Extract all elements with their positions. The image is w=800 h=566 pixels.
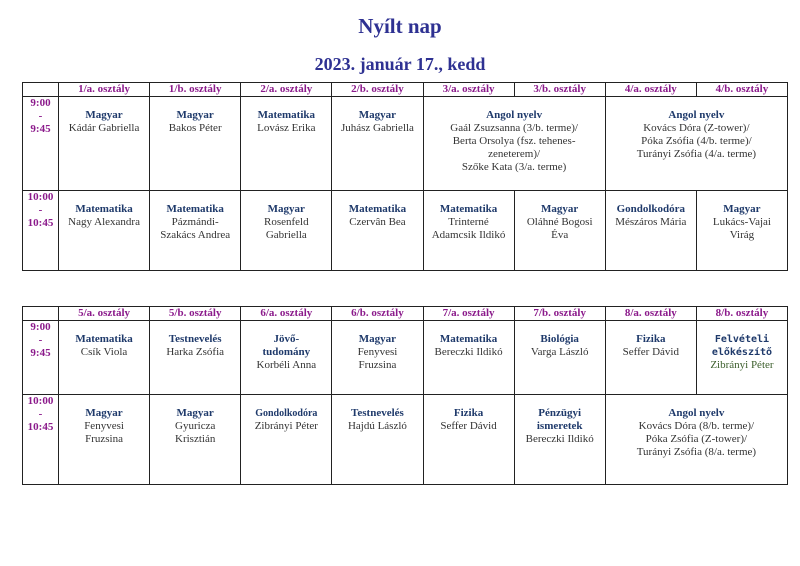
teacher-name: Fenyvesi bbox=[357, 346, 398, 358]
teacher-name: Harka Zsófia bbox=[166, 346, 225, 358]
lesson-cell bbox=[332, 97, 423, 191]
lesson-cell bbox=[605, 321, 696, 395]
time-start: 9:00 bbox=[30, 321, 51, 333]
teacher-name: Adamcsik Ildikó bbox=[431, 229, 506, 241]
header-row bbox=[23, 83, 788, 97]
lesson-cell bbox=[332, 321, 423, 395]
class-header: 7/a. osztály bbox=[423, 307, 514, 321]
class-header: 1/a. osztály bbox=[59, 83, 150, 97]
time-start: 9:00 bbox=[30, 97, 51, 109]
subject-label: Magyar bbox=[358, 333, 397, 345]
page-title: Nyílt nap bbox=[358, 14, 442, 38]
teacher-name: Varga László bbox=[530, 346, 589, 358]
lesson-cell bbox=[423, 395, 514, 485]
teacher-name: Pázmándi- bbox=[171, 216, 219, 228]
class-header: 7/b. osztály bbox=[514, 307, 605, 321]
teacher-name: Turányi Zsófia (8/a. terme) bbox=[636, 446, 757, 458]
lesson-cell bbox=[59, 97, 150, 191]
teacher-name: Czervân Bea bbox=[349, 216, 406, 228]
teacher-name: Zibrányi Péter bbox=[254, 420, 318, 432]
subject-label: Fizika bbox=[453, 407, 484, 419]
class-header: 6/a. osztály bbox=[241, 307, 332, 321]
teacher-name: Hajdú László bbox=[347, 420, 407, 432]
class-header: 4/a. osztály bbox=[605, 83, 696, 97]
lesson-cell bbox=[696, 321, 787, 395]
schedule-table-upper-grades bbox=[22, 306, 788, 485]
time-cell bbox=[23, 191, 59, 271]
class-header: 2/a. osztály bbox=[241, 83, 332, 97]
subject-label: Magyar bbox=[267, 203, 305, 215]
subject-label: Magyar bbox=[85, 407, 123, 419]
subject-label: Matematika bbox=[75, 333, 133, 345]
class-header: 6/b. osztály bbox=[332, 307, 423, 321]
date-subtitle: 2023. január 17., kedd bbox=[314, 54, 486, 74]
teacher-name: Seffer Dávid bbox=[622, 346, 679, 358]
time-cell bbox=[23, 395, 59, 485]
corner-cell bbox=[23, 307, 59, 321]
teacher-name: Bereczki Ildikó bbox=[434, 346, 503, 358]
time-end: 10:45 bbox=[27, 217, 54, 229]
teacher-name: Kovács Dóra (Z-tower)/ bbox=[643, 122, 750, 134]
lesson-cell bbox=[241, 191, 332, 271]
class-header: 1/b. osztály bbox=[150, 83, 241, 97]
subject-label: Gondolkodóra bbox=[616, 203, 686, 215]
teacher-name: Kádár Gabriella bbox=[68, 122, 140, 134]
teacher-name: Rosenfeld bbox=[264, 216, 309, 228]
lesson-cell bbox=[59, 321, 150, 395]
teacher-name: Gabriella bbox=[265, 229, 307, 241]
lesson-cell bbox=[423, 97, 605, 191]
lesson-cell bbox=[605, 191, 696, 271]
lesson-cell bbox=[150, 191, 241, 271]
class-header: 8/a. osztály bbox=[605, 307, 696, 321]
teacher-name: Szőke Kata (3/a. terme) bbox=[461, 161, 567, 173]
class-header: 8/b. osztály bbox=[696, 307, 787, 321]
lesson-cell bbox=[150, 97, 241, 191]
teacher-name: Juhász Gabriella bbox=[340, 122, 414, 134]
lesson-cell bbox=[514, 395, 605, 485]
lesson-cell bbox=[423, 191, 514, 271]
time-dash: - bbox=[38, 408, 43, 420]
lesson-cell bbox=[332, 191, 423, 271]
teacher-name: Lovász Erika bbox=[257, 122, 316, 134]
lesson-cell bbox=[514, 321, 605, 395]
corner-cell bbox=[23, 83, 59, 97]
teacher-name: Bakos Péter bbox=[168, 122, 222, 134]
period-row bbox=[23, 395, 788, 485]
class-header: 3/a. osztály bbox=[423, 83, 514, 97]
teacher-name: Trinterné bbox=[448, 216, 489, 228]
lesson-cell bbox=[605, 395, 787, 485]
subject-label: Jövő- tudomány bbox=[262, 333, 311, 358]
subject-label: Magyar bbox=[176, 407, 214, 419]
subject-label: Angol nyelv bbox=[668, 407, 725, 419]
subject-label: Matematika bbox=[348, 203, 407, 215]
teacher-name: Szakács Andrea bbox=[160, 229, 231, 241]
time-start: 10:00 bbox=[27, 395, 54, 407]
lesson-cell bbox=[605, 97, 787, 191]
teacher-name: Berta Orsolya (fsz. tehenes- bbox=[452, 135, 576, 147]
lesson-cell bbox=[150, 395, 241, 485]
subject-label: Matematika bbox=[257, 109, 316, 121]
teacher-name: Korbéli Anna bbox=[256, 359, 317, 371]
class-header: 5/b. osztály bbox=[150, 307, 241, 321]
subject-label: Testnevelés bbox=[168, 333, 222, 345]
subject-label: Felvételi előkészítő bbox=[711, 334, 773, 358]
time-dash: - bbox=[38, 110, 43, 122]
subject-label: Magyar bbox=[723, 203, 761, 215]
class-header: 5/a. osztály bbox=[59, 307, 150, 321]
time-end: 9:45 bbox=[30, 347, 51, 359]
teacher-name: Fenyvesi bbox=[84, 420, 124, 432]
subject-label: Matematika bbox=[439, 333, 498, 345]
lesson-cell bbox=[696, 191, 787, 271]
time-cell bbox=[23, 321, 59, 395]
lesson-cell bbox=[241, 97, 332, 191]
teacher-name: Éva bbox=[551, 229, 569, 241]
subject-label: Fizika bbox=[636, 333, 666, 345]
teacher-name: Zibrányi Péter bbox=[710, 359, 774, 371]
teacher-name: Bereczki Ildikó bbox=[525, 433, 594, 445]
class-header: 4/b. osztály bbox=[696, 83, 787, 97]
teacher-name: Virág bbox=[729, 229, 755, 241]
time-dash: - bbox=[38, 204, 43, 216]
subject-label: Angol nyelv bbox=[486, 109, 543, 121]
subject-label: Testnevelés bbox=[351, 407, 404, 419]
teacher-name: zeneterem)/ bbox=[488, 148, 541, 160]
subject-label: Magyar bbox=[85, 109, 123, 121]
subject-label: Matematika bbox=[166, 203, 224, 215]
teacher-name: Gaál Zsuzsanna (3/b. terme)/ bbox=[450, 122, 578, 134]
time-dash: - bbox=[38, 334, 43, 346]
subject-label: Magyar bbox=[358, 109, 397, 121]
teacher-name: Seffer Dávid bbox=[440, 420, 497, 432]
teacher-name: Nagy Alexandra bbox=[68, 216, 140, 228]
class-header: 2/b. osztály bbox=[332, 83, 423, 97]
subject-label: Magyar bbox=[176, 109, 214, 121]
period-row bbox=[23, 97, 788, 191]
schedule-table-lower-grades bbox=[22, 82, 788, 271]
subject-label: Matematika bbox=[439, 203, 498, 215]
subject-label: Angol nyelv bbox=[668, 109, 725, 121]
lesson-cell bbox=[241, 321, 332, 395]
subject-label: Biológia bbox=[540, 333, 579, 345]
subject-label: Gondolkodóra bbox=[255, 408, 318, 419]
teacher-name: Póka Zsófia (4/b. terme)/ bbox=[641, 135, 752, 147]
subject-label: Matematika bbox=[75, 203, 133, 215]
teacher-name: Kovács Dóra (8/b. terme)/ bbox=[638, 420, 755, 432]
lesson-cell bbox=[423, 321, 514, 395]
lesson-cell bbox=[59, 191, 150, 271]
lesson-cell bbox=[59, 395, 150, 485]
time-cell bbox=[23, 97, 59, 191]
teacher-name: Póka Zsófia (Z-tower)/ bbox=[645, 433, 748, 445]
teacher-name: Turányi Zsófia (4/a. terme) bbox=[636, 148, 757, 160]
subject-label: Magyar bbox=[541, 203, 579, 215]
teacher-name: Fruzsina bbox=[358, 359, 397, 371]
period-row bbox=[23, 191, 788, 271]
teacher-name: Csík Viola bbox=[80, 346, 128, 358]
teacher-name: Oláhné Bogosi bbox=[526, 216, 593, 228]
teacher-name: Krisztián bbox=[175, 433, 216, 445]
lesson-cell bbox=[332, 395, 423, 485]
teacher-name: Mészáros Mária bbox=[615, 216, 687, 228]
teacher-name: Lukács-Vajai bbox=[712, 216, 771, 228]
time-start: 10:00 bbox=[27, 191, 54, 203]
time-end: 10:45 bbox=[27, 421, 54, 433]
lesson-cell bbox=[514, 191, 605, 271]
lesson-cell bbox=[241, 395, 332, 485]
period-row bbox=[23, 321, 788, 395]
teacher-name: Fruzsina bbox=[85, 433, 123, 445]
teacher-name: Gyuricza bbox=[175, 420, 216, 432]
subject-label: Pénzügyi ismeretek bbox=[536, 407, 583, 432]
header-row bbox=[23, 307, 788, 321]
lesson-cell bbox=[150, 321, 241, 395]
time-end: 9:45 bbox=[30, 123, 51, 135]
class-header: 3/b. osztály bbox=[514, 83, 605, 97]
